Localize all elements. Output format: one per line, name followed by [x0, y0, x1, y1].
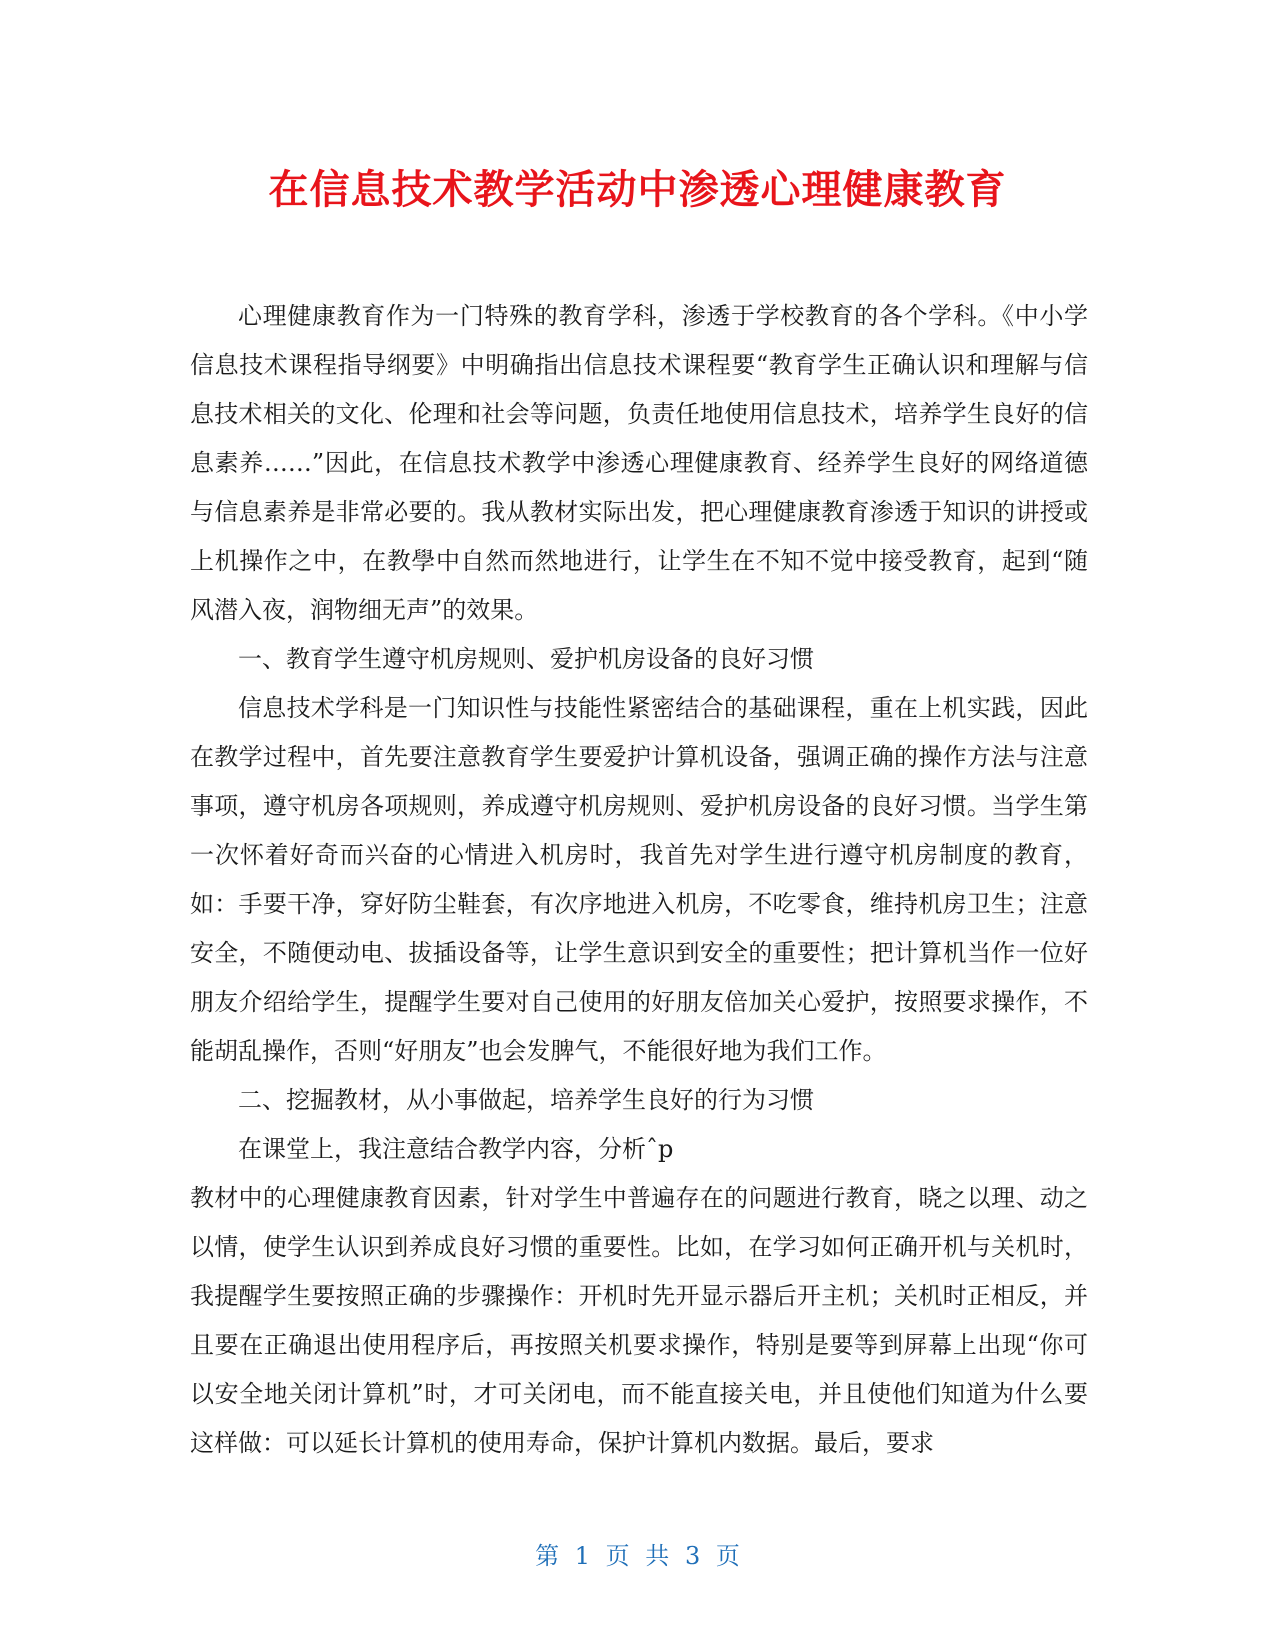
paragraph-intro: 心理健康教育作为一门特殊的教育学科，渗透于学校教育的各个学科。《中小学信息技术课程指导纲要》中明确指出信息技术课程要“教育学生正确认识和理解与信息技术相关的文化、伦理和社会等问题，负责任地使用信息技术，培养学生良好的信息素养……”因此，在信息技术教学中渗透心理健康教育、经养学生良好的网络道德与信息素养是非常必要的。我从教材实际出发，把心理健康教育渗透于知识的讲授或上机操作之中，在教學中自然而然地进行，让学生在不知不觉中接受教育，起到“随风潜入夜，润物细无声”的效果。 — [190, 302, 1088, 624]
paragraph-section-2-continued: 教材中的心理健康教育因素，针对学生中普遍存在的问题进行教育，晓之以理、动之以情，使学生认识到养成良好习惯的重要性。比如，在学习如何正确开机与关机时，我提醒学生要按照正确的步骤操作：开机时先开显示器后开主机；关机时正相反，并且要在正确退出使用程序后，再按照关机要求操作，特别是要等到屏幕上出现“你可以安全地关闭计算机”时，才可关闭电，而不能直接关电，并且使他们知道为什么要这样做：可以延长计算机的使用寿命，保护计算机内数据。最后，要求 — [190, 1184, 1088, 1457]
page-footer: 第 1 页 共 3 页 — [535, 1542, 740, 1570]
document-title: 在信息技术教学活动中渗透心理健康教育 — [268, 167, 1007, 213]
section-heading-2: 二、挖掘教材，从小事做起，培养学生良好的行为习惯 — [238, 1086, 814, 1114]
paragraph-section-1: 信息技术学科是一门知识性与技能性紧密结合的基础课程，重在上机实践，因此在教学过程中，首先要注意教育学生要爱护计算机设备，强调正确的操作方法与注意事项，遵守机房各项规则，养成遵守机房规则、爱护机房设备的良好习惯。当学生第一次怀着好奇而兴奋的心情进入机房时，我首先对学生进行遵守机房制度的教育，如：手要干净，穿好防尘鞋套，有次序地进入机房，不吃零食，维持机房卫生；注意安全，不随便动电、拔插设备等，让学生意识到安全的重要性；把计算机当作一位好朋友介绍给学生，提醒学生要对自己使用的好朋友倍加关心爱护，按照要求操作，不能胡乱操作，否则“好朋友”也会发脾气，不能很好地为我们工作。 — [190, 694, 1088, 1065]
document-body — [190, 292, 1088, 1468]
paragraph-section-2-start: 在课堂上，我注意结合教学内容，分析ˆp — [238, 1135, 674, 1163]
section-heading-1: 一、教育学生遵守机房规则、爱护机房设备的良好习惯 — [238, 645, 814, 673]
